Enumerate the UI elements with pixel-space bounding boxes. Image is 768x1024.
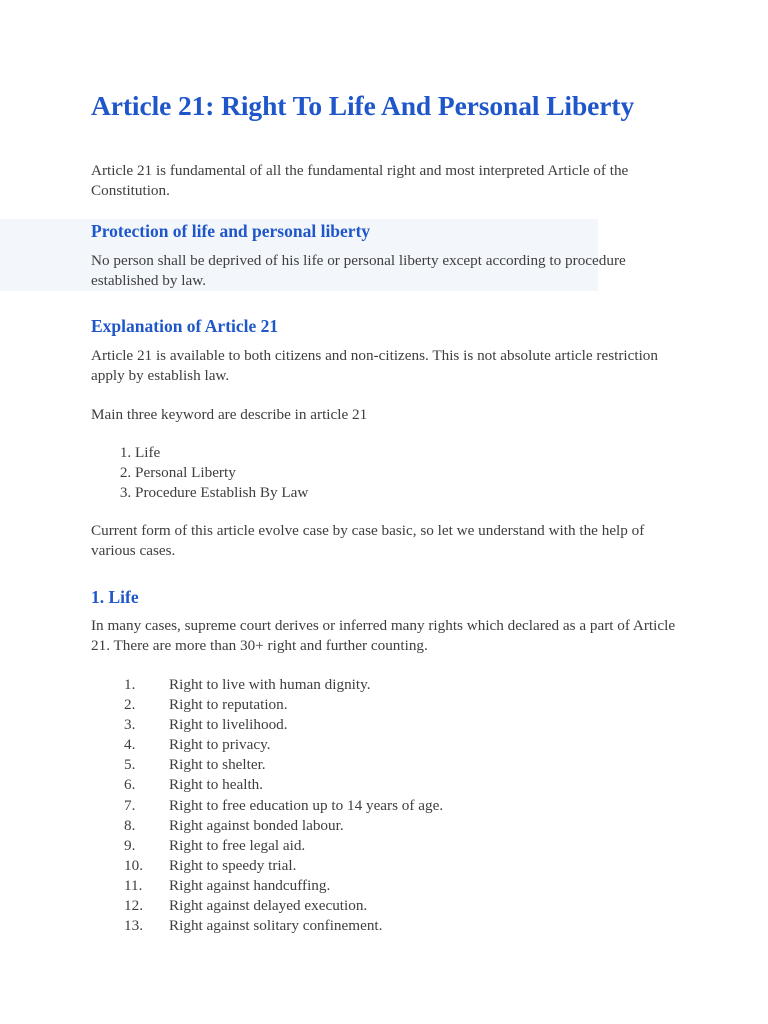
list-item <box>124 816 443 836</box>
protection-heading: Protection of life and personal liberty <box>91 221 371 241</box>
list-item <box>124 876 443 896</box>
list-item <box>124 856 443 876</box>
list-item <box>124 836 443 856</box>
list-number: 8. <box>124 816 136 834</box>
list-item: 3. Procedure Establish By Law <box>135 483 308 503</box>
list-number: 2. <box>124 696 136 714</box>
list-text: Right to free education up to 14 years of age. <box>169 796 444 814</box>
list-text: Right to reputation. <box>169 696 288 714</box>
list-item <box>124 735 443 755</box>
list-number: 3. <box>124 716 136 734</box>
life-heading: 1. Life <box>91 587 139 607</box>
list-number: 10. <box>124 856 143 874</box>
closing-paragraph: Current form of this article evolve case by case basic, so let we understand with the help of various cases. <box>91 522 645 559</box>
list-text: Right to livelihood. <box>169 716 288 734</box>
list-number: 7. <box>124 796 136 814</box>
list-text: Right to health. <box>169 776 264 794</box>
list-item <box>124 715 443 735</box>
list-number: 12. <box>124 897 143 915</box>
list-item: 2. Personal Liberty <box>135 463 308 483</box>
list-number: 5. <box>124 756 136 774</box>
list-item <box>124 675 443 695</box>
list-item: 1. Life <box>135 443 308 463</box>
list-text: Right against handcuffing. <box>169 876 331 894</box>
list-item <box>124 775 443 795</box>
list-number: 1. <box>124 676 136 693</box>
list-number: 9. <box>124 836 136 854</box>
intro-paragraph: Article 21 is fundamental of all the fundamental right and most interpreted Article of the Constitution. <box>91 162 629 199</box>
life-text: In many cases, supreme court derives or inferred many rights which declared as a part of Article 21. There are more than 30+ right and further counting. <box>91 617 676 654</box>
list-text: Right against delayed execution. <box>169 897 368 915</box>
list-number: 4. <box>124 736 136 754</box>
list-item <box>124 695 443 715</box>
keywords-intro: Main three keyword are describe in article 21 <box>91 406 368 423</box>
list-number: 13. <box>124 917 143 935</box>
explanation-text: Article 21 is available to both citizens and non-citizens. This is not absolute article restriction apply by establish law. <box>91 347 658 384</box>
page-title: Article 21: Right To Life And Personal Liberty <box>91 90 635 121</box>
list-text: Right against solitary confinement. <box>169 917 383 935</box>
list-text: Right against bonded labour. <box>169 816 344 834</box>
list-text: Right to speedy trial. <box>169 856 297 874</box>
protection-text: No person shall be deprived of his life or personal liberty except according to procedure established by law. <box>91 252 626 289</box>
list-item <box>124 896 443 916</box>
rights-list <box>124 675 443 936</box>
list-text: Right to privacy. <box>169 736 271 754</box>
list-item <box>124 796 443 816</box>
list-number: 6. <box>124 776 136 794</box>
list-item <box>124 916 443 936</box>
list-text: Right to live with human dignity. <box>169 676 371 693</box>
list-item <box>124 755 443 775</box>
list-text: Right to shelter. <box>169 756 266 774</box>
list-text: Right to free legal aid. <box>169 836 306 854</box>
keywords-list <box>111 443 308 503</box>
list-number: 11. <box>124 876 143 894</box>
explanation-heading: Explanation of Article 21 <box>91 316 279 336</box>
